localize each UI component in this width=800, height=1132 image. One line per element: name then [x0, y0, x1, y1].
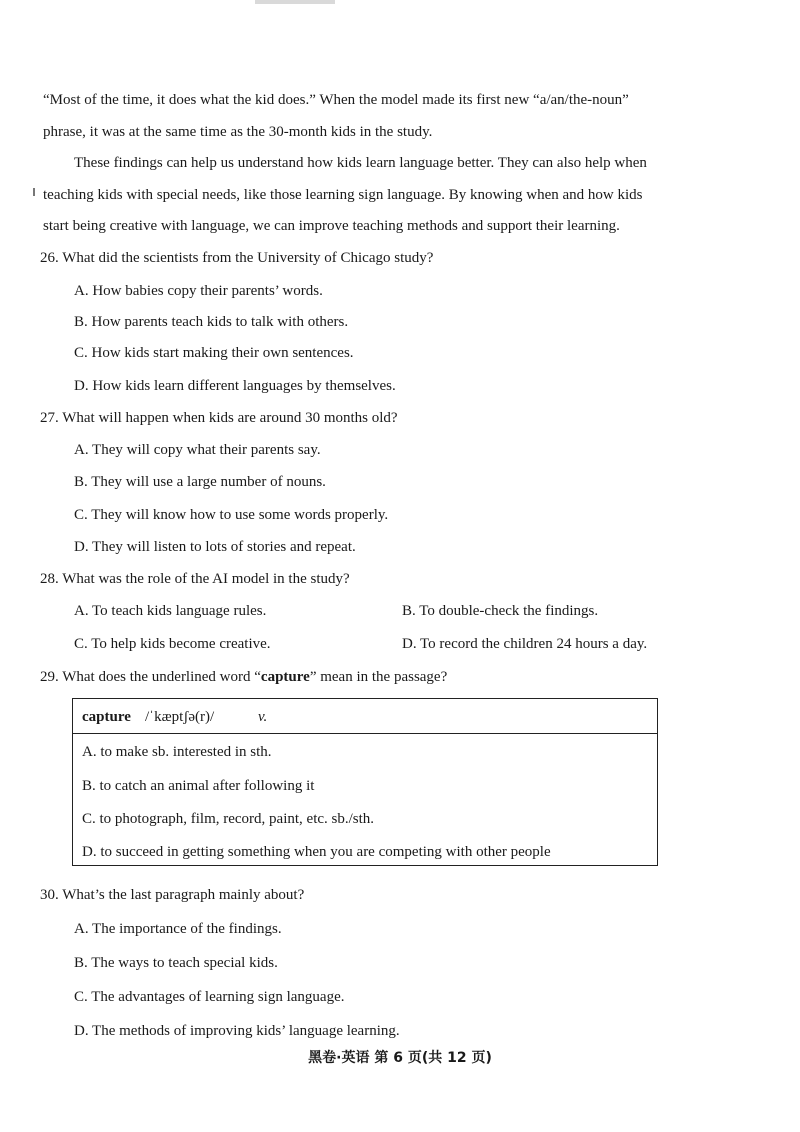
question-27-option-c: C. They will know how to use some words properly.: [74, 507, 389, 523]
question-30-stem: 30. What’s the last paragraph mainly about?: [40, 887, 305, 903]
question-26-option-b: B. How parents teach kids to talk with others.: [74, 314, 349, 330]
question-28-option-d: D. To record the children 24 hours a day.: [402, 636, 648, 652]
question-29-option-b: B. to catch an animal after following it: [82, 778, 315, 794]
passage-line-1: “Most of the time, it does what the kid does.” When the model made its first new “a/an/the-noun”: [43, 92, 629, 108]
question-26-option-c: C. How kids start making their own sentences.: [74, 345, 354, 361]
entry-headword: capture: [82, 709, 131, 725]
question-27-option-d: D. They will listen to lots of stories and repeat.: [74, 539, 356, 555]
dictionary-entry-box: [72, 698, 658, 866]
question-26-option-d: D. How kids learn different languages by themselves.: [74, 378, 396, 394]
dictionary-entry-header: [73, 699, 657, 734]
question-26-option-a: A. How babies copy their parents’ words.: [74, 283, 323, 299]
question-28-option-a: A. To teach kids language rules.: [74, 603, 267, 619]
question-30-option-d: D. The methods of improving kids’ language learning.: [74, 1023, 400, 1039]
question-27-option-a: A. They will copy what their parents say.: [74, 442, 321, 458]
question-29-target-word: capture: [260, 669, 310, 685]
question-28-option-b: B. To double-check the findings.: [402, 603, 599, 619]
question-28-option-c: C. To help kids become creative.: [74, 636, 271, 652]
question-29-option-a: A. to make sb. interested in sth.: [82, 744, 272, 760]
question-27-option-b: B. They will use a large number of nouns.: [74, 474, 326, 490]
passage-line-5: start being creative with language, we can improve teaching methods and support their learning.: [43, 218, 620, 234]
passage-line-3: These findings can help us understand how kids learn language better. They can also help when: [74, 155, 647, 171]
entry-part-of-speech: v.: [258, 709, 268, 725]
question-29-option-c: C. to photograph, film, record, paint, etc. sb./sth.: [82, 811, 375, 827]
page-footer: 黑卷·英语 第 6 页(共 12 页): [308, 1050, 492, 1066]
top-edge-mark: [255, 0, 335, 4]
question-30-option-a: A. The importance of the findings.: [74, 921, 282, 937]
question-29-stem-start: 29. What does the underlined word “: [40, 669, 261, 685]
question-29-stem: [40, 667, 447, 687]
margin-tick: [33, 188, 35, 196]
question-29-stem-end: ” mean in the passage?: [309, 669, 448, 685]
question-30-option-b: B. The ways to teach special kids.: [74, 955, 278, 971]
question-30-option-c: C. The advantages of learning sign language.: [74, 989, 345, 1005]
question-29-option-d: D. to succeed in getting something when you are competing with other people: [82, 844, 551, 860]
question-26-stem: 26. What did the scientists from the University of Chicago study?: [40, 250, 434, 266]
passage-line-4: teaching kids with special needs, like those learning sign language. By knowing when and how kids: [43, 187, 643, 203]
entry-phonetic: /ˈkæptʃə(r)/: [145, 709, 215, 725]
question-27-stem: 27. What will happen when kids are around 30 months old?: [40, 410, 398, 426]
question-28-stem: 28. What was the role of the AI model in the study?: [40, 571, 350, 587]
passage-line-2: phrase, it was at the same time as the 30-month kids in the study.: [43, 124, 433, 140]
